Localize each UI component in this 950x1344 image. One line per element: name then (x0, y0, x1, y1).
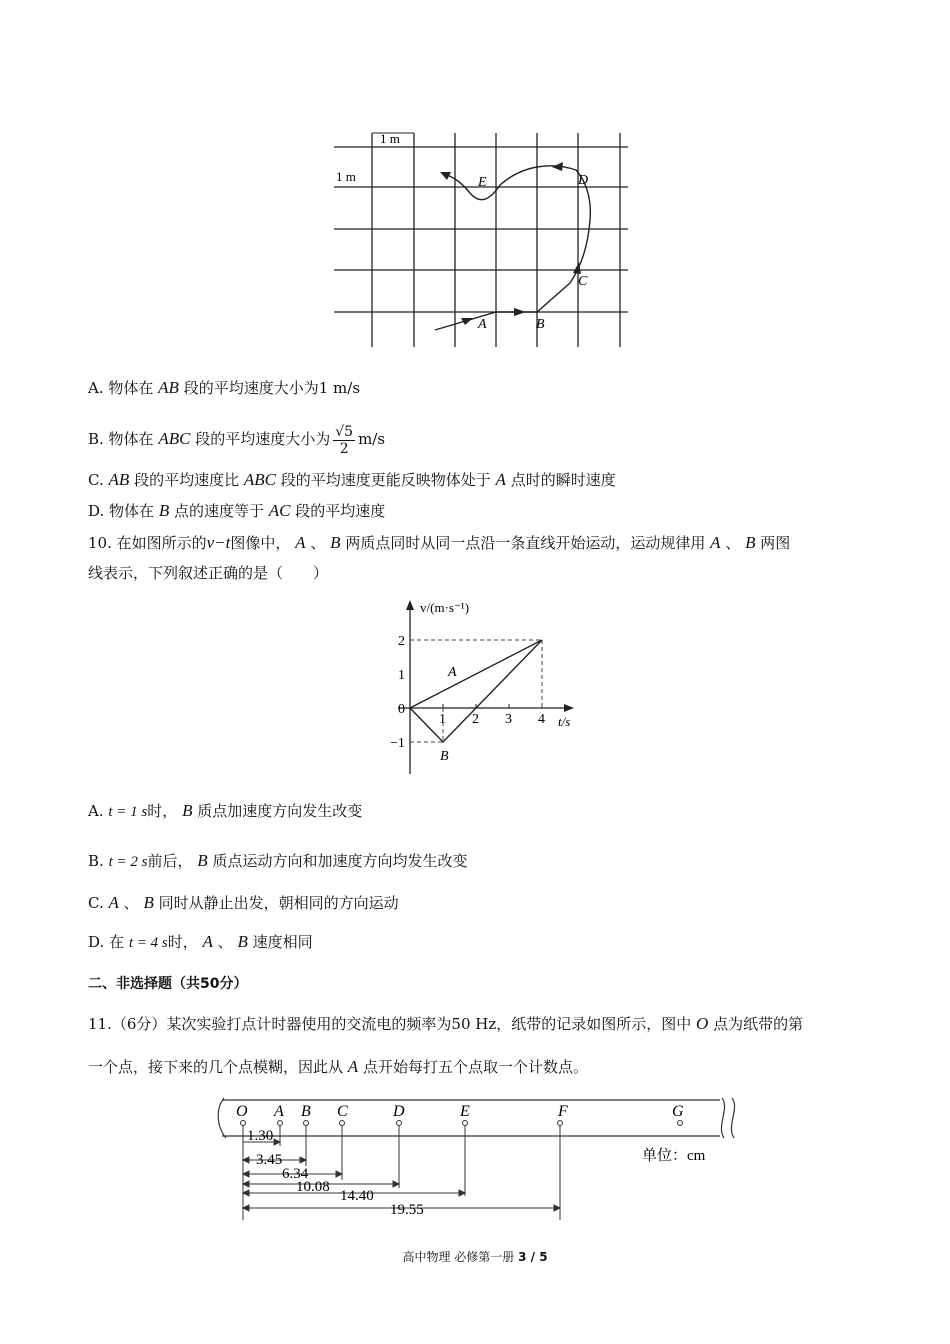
q9-d-end: 段的平均速度 (295, 502, 386, 520)
tape-dist-oa: 1.30 (247, 1128, 274, 1144)
q9-option-d (88, 501, 385, 521)
tape-label-b: B (301, 1103, 311, 1120)
q9-c-var2: ABC (243, 470, 276, 489)
q9-d-var1: B (158, 501, 170, 520)
q9-option-b (88, 420, 385, 458)
q10-a-mid: 时， (147, 802, 178, 820)
tape-dist-od: 10.08 (296, 1179, 330, 1195)
q9-b-mid: 段的平均速度大小为 (195, 430, 331, 448)
q11-stem-end: 点为纸带的第 (713, 1015, 804, 1033)
q9-b-var: ABC (158, 429, 191, 448)
q9-a-var: AB (158, 378, 179, 397)
q10-stem-b2: B (745, 533, 756, 552)
footer-text: 高中物理 必修第一册 (402, 1250, 515, 1264)
x-axis-label: t/s (558, 714, 571, 729)
q10-d-eq: t = 4 s (128, 935, 168, 951)
q10-c-end: 同时从静止出发，朝相同的方向运动 (158, 894, 399, 912)
q10-stem-line1 (88, 533, 790, 553)
y-tick-label-3: −1 (390, 736, 405, 751)
q9-option-c (88, 470, 616, 490)
q10-stem-mid2: 两质点同时从同一点沿一条直线开始运动，运动规律用 (345, 534, 706, 552)
q10-a-var: B (182, 801, 193, 820)
x-tick-label-0: 1 (439, 712, 446, 727)
q11-stem-line2 (88, 1057, 588, 1077)
tape-dist-of: 19.55 (390, 1202, 424, 1218)
q11-stem-a: A (347, 1057, 359, 1076)
q10-option-c (88, 893, 399, 913)
tape-dist-oc: 6.34 (282, 1166, 309, 1182)
q9-c-mid1: 段的平均速度比 (134, 471, 240, 489)
q10-c-b: B (143, 893, 154, 912)
q10-stem-line2 (88, 563, 328, 583)
q10-d-b: B (237, 932, 248, 951)
tape-dots (241, 1121, 683, 1126)
q11-stem-freq: 50 Hz (451, 1015, 497, 1033)
tape-label-g: G (672, 1103, 684, 1120)
y-axis-arrow (406, 600, 414, 610)
y-tick-label-0: 2 (398, 634, 405, 649)
x-tick-label-2: 3 (505, 712, 512, 727)
point-a-label: A (478, 317, 487, 332)
section-heading: 二、非选择题（共50分） (88, 976, 248, 992)
q10-a-pre: A. (88, 802, 104, 820)
q10-option-d (88, 932, 313, 953)
q10-stem-a2: A (710, 533, 721, 552)
x-tick-label-3: 4 (538, 712, 545, 727)
trajectory-figure (330, 125, 630, 350)
tape-unit-label: 单位：cm (642, 1148, 706, 1164)
q11-stem-o: O (696, 1014, 709, 1033)
q10-stem-mid1: 图像中， (230, 534, 291, 552)
q11-stem-line2-pre: 一个点，接下来的几个点模糊，因此从 (88, 1058, 344, 1076)
q10-b-mid: 前后， (147, 852, 193, 870)
trajectory-path (435, 166, 590, 330)
q9-b-numerator: √5 (335, 423, 354, 440)
q10-b-var: B (197, 851, 208, 870)
q11-stem-line2-end: 点开始每打五个点取一个计数点。 (362, 1058, 588, 1076)
tape-label-f: F (558, 1103, 568, 1120)
q10-c-a: A (108, 893, 119, 912)
q10-b-end: 质点运动方向和加速度方向均发生改变 (212, 852, 468, 870)
q10-stem-end: 两图 (760, 534, 791, 552)
q11-stem-line1 (88, 1014, 803, 1034)
q9-c-end: 点时的瞬时速度 (510, 471, 616, 489)
q10-d-a: A (202, 932, 213, 951)
paper-tape-figure (210, 1090, 750, 1225)
tape-right-wave (721, 1098, 724, 1138)
q9-a-mid: 段的平均速度大小为 (183, 379, 319, 397)
tape-label-c: C (337, 1103, 348, 1120)
vt-chart (370, 592, 590, 777)
q9-c-var1: AB (108, 470, 130, 489)
tape-label-e: E (460, 1103, 470, 1120)
q10-d-mid: 时， (167, 933, 198, 951)
q10-c-sep: 、 (123, 894, 139, 912)
tape-dist-oe: 14.40 (340, 1188, 374, 1204)
arrow-d (552, 162, 563, 171)
page-footer (0, 1248, 950, 1265)
q10-b-eq: t = 2 s (108, 854, 148, 870)
q9-d-var2: AC (268, 501, 291, 520)
q9-d-mid: 点的速度等于 (173, 502, 264, 520)
q10-stem-a: A (295, 533, 306, 552)
y-tick-label-2: 0 (398, 702, 405, 717)
scale-x-label: 1 m (380, 131, 400, 146)
q9-b-unit: m/s (358, 430, 386, 448)
point-d-label: D (578, 173, 589, 188)
q10-option-b (88, 851, 467, 872)
q10-stem-sep1: 、 (310, 534, 326, 552)
point-c-label: C (578, 274, 588, 289)
q10-stem-vt: v−t (206, 533, 231, 552)
y-axis-label: v/(m·s⁻¹) (420, 600, 470, 615)
q10-stem-b: B (330, 533, 341, 552)
q10-d-end: 速度相同 (252, 933, 313, 951)
tape-right-wave-2 (731, 1098, 734, 1138)
point-b-label: B (536, 317, 545, 332)
tape-label-o: O (236, 1103, 248, 1120)
x-axis-arrow (564, 704, 574, 712)
q10-stem-pre: 10. 在如图所示的 (88, 534, 207, 552)
grid-lines (334, 133, 628, 347)
q9-option-a (88, 378, 360, 398)
point-e-label: E (478, 175, 487, 190)
q10-a-end: 质点加速度方向发生改变 (197, 802, 363, 820)
q10-a-eq: t = 1 s (108, 804, 148, 820)
q10-stem-line2-text: 线表示，下列叙述正确的是（ ） (88, 564, 329, 582)
tape-label-d: D (393, 1103, 405, 1120)
q11-stem-mid: ，纸带的记录如图所示，图中 (496, 1015, 692, 1033)
footer-page-number: 3 / 5 (518, 1250, 548, 1264)
q11-stem-pre: 11.（6分）某次实验打点计时器使用的交流电的频率为 (88, 1015, 452, 1033)
q10-d-pre: D. 在 (88, 933, 125, 951)
q9-d-pre: D. 物体在 (88, 502, 155, 520)
q10-d-sep: 、 (217, 933, 233, 951)
q10-stem-sep2: 、 (725, 534, 741, 552)
q10-b-pre: B. (88, 852, 104, 870)
q10-c-pre: C. (88, 894, 104, 912)
arrow-bc-start (514, 308, 526, 316)
q9-c-mid2: 段的平均速度更能反映物体处于 (280, 471, 491, 489)
y-tick-label-1: 1 (398, 668, 405, 683)
q9-b-pre: B. 物体在 (88, 430, 154, 448)
q9-b-fraction (333, 424, 355, 457)
q9-a-pre: A. 物体在 (88, 379, 154, 397)
q9-c-var3: A (495, 470, 506, 489)
q9-b-denominator: 2 (339, 440, 349, 457)
series-b-label: B (440, 749, 449, 764)
q9-c-pre: C. (88, 471, 104, 489)
tape-dist-ob: 3.45 (256, 1152, 283, 1168)
series-a-label: A (448, 665, 457, 680)
scale-y-label: 1 m (336, 169, 356, 184)
q10-option-a (88, 801, 362, 822)
x-tick-label-1: 2 (472, 712, 479, 727)
series-A-line (410, 640, 542, 708)
tape-label-a: A (274, 1103, 284, 1120)
tape-left-wave (218, 1098, 226, 1138)
q9-a-val: 1 m/s (318, 379, 361, 397)
